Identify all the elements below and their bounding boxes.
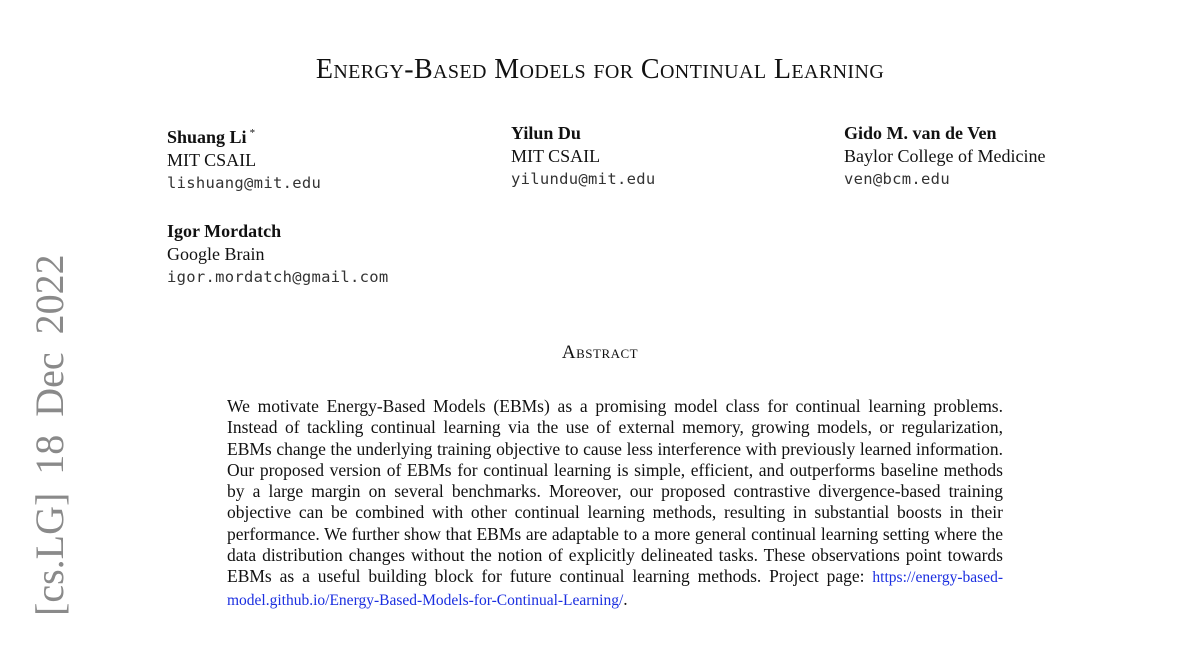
author-affiliation: MIT CSAIL <box>511 146 601 166</box>
author-block <box>844 122 1045 191</box>
author-name: Igor Mordatch <box>167 221 282 241</box>
abstract-text: We motivate Energy-Based Models (EBMs) as a promising model class for continual learning problems. Instead of tackling continual learning via the use of external memory, growing models, or regularization, EBMs change the underlying training objective to cause less interference with previously learned information. Our proposed version of EBMs for continual learning is simple, efficient, and outperforms baseline methods by a large margin on several benchmarks. Moreover, our proposed contrastive divergence-based training objective can be combined with other continual learning methods, resulting in substantial boosts in their performance. We further show that EBMs are adaptable to a more general continual learning setting where the data distribution changes without the notion of explicitly delineated tasks. These observations point towards EBMs as a useful building block for future continual learning methods. Project page: <box>227 396 1003 587</box>
footnote-mark: * <box>249 127 256 139</box>
abstract-heading: Abstract <box>561 342 639 363</box>
paper-title: Energy-Based Models for Continual Learning <box>315 54 885 85</box>
author-affiliation: MIT CSAIL <box>167 150 257 170</box>
author-name: Yilun Du <box>511 123 581 143</box>
abstract-end-period: . <box>623 588 628 609</box>
abstract-body <box>227 396 1003 611</box>
arxiv-stamp: [cs.LG] 18 Dec 2022 <box>27 254 72 616</box>
author-email: igor.mordatch@gmail.com <box>167 268 389 286</box>
author-block <box>167 122 321 195</box>
author-block <box>511 122 655 191</box>
author-affiliation: Google Brain <box>167 244 265 264</box>
author-affiliation: Baylor College of Medicine <box>844 146 1046 166</box>
project-page-link[interactable]: https://energy-based-model.github.io/Energy-Based-Models-for-Continual-Learning/ <box>227 569 1003 609</box>
author-email: yilundu@mit.edu <box>511 170 656 188</box>
author-block <box>167 220 389 289</box>
author-email: ven@bcm.edu <box>844 170 950 188</box>
author-name: Shuang Li * <box>167 127 256 147</box>
author-name: Gido M. van de Ven <box>844 123 997 143</box>
author-email: lishuang@mit.edu <box>167 174 322 192</box>
